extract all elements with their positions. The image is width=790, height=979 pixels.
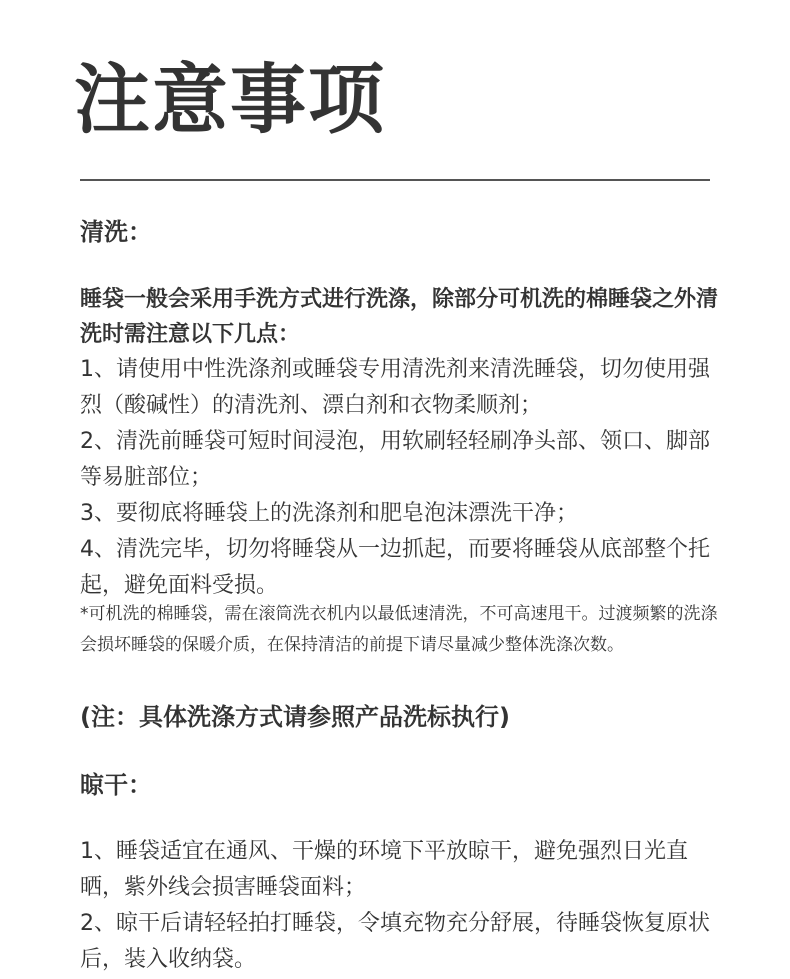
washing-intro: 睡袋一般会采用手洗方式进行洗涤，除部分可机洗的棉睡袋之外清洗时需注意以下几点： [80,287,719,347]
washing-item-4: 4、清洗完毕，切勿将睡袋从一边抓起，而要将睡袋从底部整个托起，避免面料受损。 [80,537,710,598]
drying-list [80,834,720,978]
washing-heading: 清洗： [80,218,152,246]
washing-item-3: 3、要彻底将睡袋上的洗涤剂和肥皂泡沫漂洗干净； [80,501,578,526]
wash-label-remark: (注：具体洗涤方式请参照产品洗标执行) [80,703,510,731]
washing-list [80,352,720,604]
machine-wash-note: *可机洗的棉睡袋，需在滚筒洗衣机内以最低速清洗，不可高速甩干。过渡频繁的洗涤会损坏睡袋的保暖介质，在保持清洁的前提下请尽量减少整体洗涤次数。 [80,604,718,655]
drying-heading: 晾干： [80,771,152,799]
page-title: 注意事项 [74,55,386,144]
title-divider [80,179,710,181]
drying-item-1: 1、睡袋适宜在通风、干燥的环境下平放晾干，避免强烈日光直晒，紫外线会损害睡袋面料； [80,839,688,900]
washing-item-2: 2、清洗前睡袋可短时间浸泡，用软刷轻轻刷净头部、领口、脚部等易脏部位； [80,429,710,490]
washing-item-1: 1、请使用中性洗涤剂或睡袋专用清洗剂来清洗睡袋，切勿使用强烈（酸碱性）的清洗剂、漂白剂和衣物柔顺剂； [80,357,710,418]
drying-item-2: 2、晾干后请轻轻拍打睡袋，令填充物充分舒展，待睡袋恢复原状后，装入收纳袋。 [80,911,710,972]
